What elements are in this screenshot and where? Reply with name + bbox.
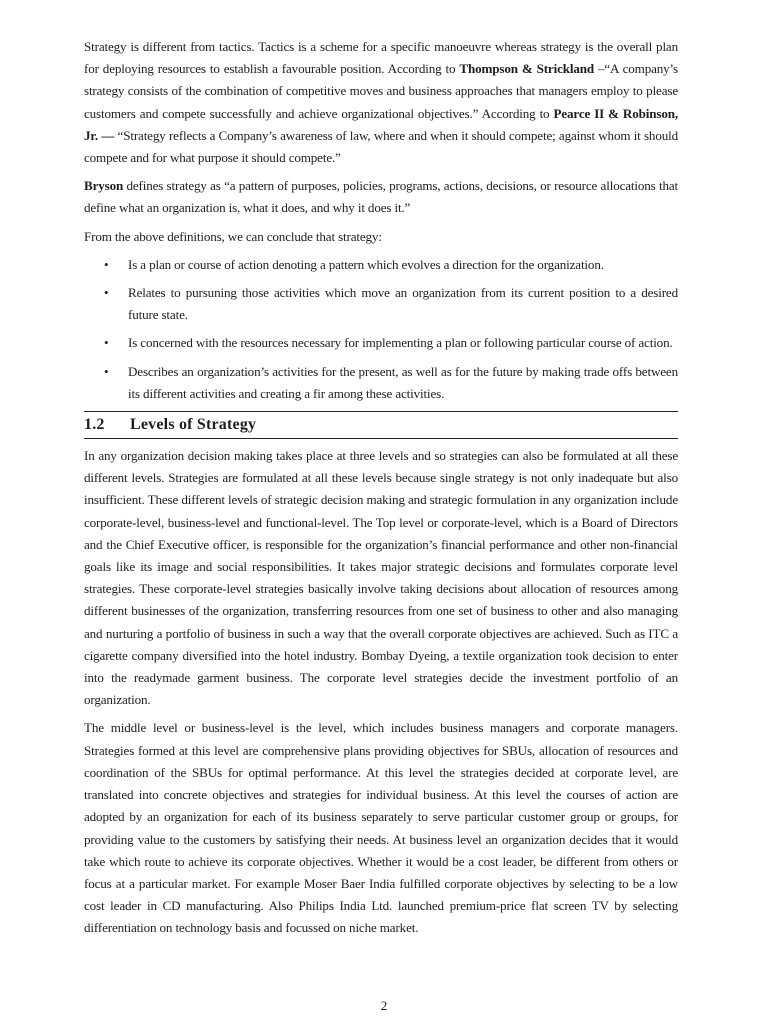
- conclusion-lead: From the above definitions, we can conclude that strategy:: [84, 228, 382, 244]
- page-number: 2: [380, 998, 388, 1013]
- section-number: 1.2: [84, 416, 105, 434]
- intro-paragraph: [84, 36, 678, 169]
- corporate-level-paragraph: In any organization decision making takes place at three levels and so strategies can also be formulated at all these different levels. Strategies are formulated at all these levels because single strategy is not only inadequate but also insufficient. These different levels of strategic decision making and strategic formulation in any organization include corporate-level, business-level and functional-level. The Top level or corporate-level, which is a Board of Directors and the Chief Executive officer, is responsible for the organization’s financial performance and other non-financial goals like its image and social responsibilities. It takes major strategic decisions and formulates corporate level strategies. These corporate-level strategies basically involve taking decisions about allocation of resources among different businesses of the organization, transferring resources from one set of business to other and also managing and nurturing a portfolio of business in such a way that the overall corporate objectives are achieved. Such as ITC a cigarette company diversified into the hotel industry. Bombay Dyeing, a textile organization took decision to enter into the readymade garment business. The corporate level strategies decide the investment portfolio of an organization.: [84, 448, 678, 708]
- list-item-text: Is concerned with the resources necessary for implementing a plan or following particular course of action.: [128, 335, 673, 351]
- list-item-text: Describes an organization’s activities for the present, as well as for the future by making trade offs between its different activities and creating a fir among these activities.: [128, 363, 678, 401]
- bullet-icon: •: [104, 335, 109, 351]
- intro-text: Strategy is different from tactics. Tactics is a scheme for a specific manoeuvre whereas strategy is the overall plan for deploying resources to establish a favourable position. According to: [84, 39, 678, 77]
- business-level-paragraph: The middle level or business-level is the level, which includes business managers and corporate managers. Strategies formed at this level are comprehensive plans providing objectives for SBUs, allocation of resources and coordination of the SBUs for optimal performance. At this level the strategies decided at corporate level, are translated into concrete objectives and strategies for individual business. At this level the courses of action are adopted by an organization for each of its business separately to serve particular customer group or groups, for providing value to the customers by satisfying their needs. At business level an organization decides that it would take which route to achieve its corporate objectives. Whether it would be a cost leader, be different from others or focus at a particular market. For example Moser Baer India fulfilled corporate objectives by selecting to be a low cost leader in CD manufacturing. Also Philips India Ltd. launched premium-price flat screen TV by selecting differentiation on technology basis and focussed on niche market.: [84, 720, 678, 936]
- document-page: [84, 36, 678, 946]
- author-thompson-strickland: Thompson & Strickland: [459, 61, 595, 77]
- list-item: [84, 254, 678, 276]
- section-title: Levels of Strategy: [130, 416, 257, 434]
- intro-quote-2: “Strategy reflects a Company’s awareness of law, where and when it should compete; against whom it should compete and for what purpose it should compete.”: [84, 127, 678, 166]
- list-item: [84, 332, 678, 354]
- bullet-icon: •: [104, 363, 109, 379]
- list-item-text: Is a plan or course of action denoting a pattern which evolves a direction for the organization.: [128, 256, 604, 272]
- strategy-bullet-list: [84, 254, 678, 405]
- bryson-paragraph: [84, 175, 678, 219]
- bryson-definition: defines strategy as “a pattern of purposes, policies, programs, actions, decisions, or resource allocations that define what an organization is, what it does, and why it does it.”: [84, 178, 678, 216]
- bullet-icon: •: [104, 285, 109, 301]
- section-heading: [84, 411, 678, 439]
- list-item: [84, 361, 678, 405]
- list-item-text: Relates to pursuning those activities which move an organization from its current position to a desired future state.: [128, 285, 678, 323]
- intro-quote: –“A company’s strategy consists of the combination of competitive moves and business approaches that managers employ to please customers and compete successfully and achieve organizational objectives.” According to: [84, 61, 678, 121]
- author-pearce-robinson: Pearce II & Robinson, Jr. —: [84, 105, 678, 143]
- bullet-icon: •: [104, 256, 109, 272]
- list-item: [84, 282, 678, 326]
- author-bryson: Bryson: [84, 178, 124, 194]
